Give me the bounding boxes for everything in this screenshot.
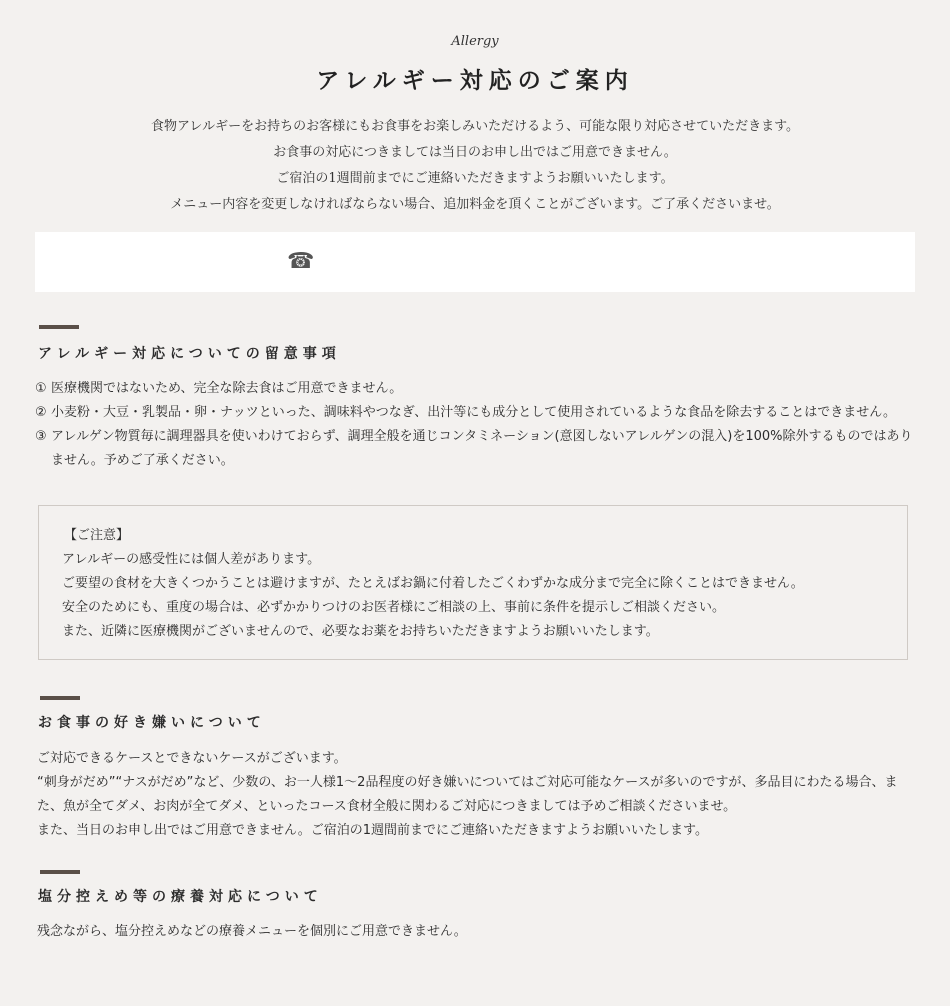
item-text: 小麦粉・大豆・乳製品・卵・ナッツといった、調味料やつなぎ、出汁等にも成分として使用されているような食品を除去することはできません。 xyxy=(51,405,897,420)
caution-box xyxy=(38,505,908,660)
eyebrow-label: Allergy xyxy=(451,34,499,49)
section-divider xyxy=(40,870,80,874)
intro-line: お食事の対応につきましては当日のお申し出ではご用意できません。 xyxy=(273,145,677,160)
caution-line: また、近隣に医療機関がございませんので、必要なお薬をお持ちいただきますようお願いいたします。 xyxy=(62,624,659,639)
item-number: ② xyxy=(35,405,47,420)
body-line: また、当日のお申し出ではご用意できません。ご宿泊の1週間前までにご連絡いただきますようお願いいたします。 xyxy=(37,823,709,838)
allergy-notes-list xyxy=(35,377,915,473)
dietary-therapy-text xyxy=(37,920,917,944)
page-title: アレルギー対応のご案内 xyxy=(316,67,634,94)
caution-heading: 【ご注意】 xyxy=(64,528,130,543)
list-item xyxy=(35,377,915,401)
section-divider xyxy=(39,325,79,329)
section-divider xyxy=(40,696,80,700)
intro-line: メニュー内容を変更しなければならない場合、追加料金を頂くことがございます。ご了承くださいませ。 xyxy=(170,197,780,212)
caution-line: アレルギーの感受性には個人差があります。 xyxy=(62,552,321,567)
intro-line: ご宿泊の1週間前までにご連絡いただきますようお願いいたします。 xyxy=(276,171,674,186)
contact-box xyxy=(35,232,915,292)
intro-line: 食物アレルギーをお持ちのお客様にもお食事をお楽しみいただけるよう、可能な限り対応させていただきます。 xyxy=(150,119,800,134)
section-title-dietary-therapy: 塩分控えめ等の療養対応について xyxy=(38,889,323,905)
list-item xyxy=(35,425,915,473)
item-text: 医療機関ではないため、完全な除去食はご用意できません。 xyxy=(51,381,403,396)
list-item xyxy=(35,401,915,425)
intro-text xyxy=(0,114,950,218)
item-number: ① xyxy=(35,381,47,396)
body-line: 残念ながら、塩分控えめなどの療養メニューを個別にご用意できません。 xyxy=(37,924,467,939)
item-number: ③ xyxy=(35,429,47,444)
section-title-allergy-notes: アレルギー対応についての留意事項 xyxy=(38,346,341,362)
preferences-text xyxy=(37,747,917,843)
body-line: “刺身がだめ”“ナスがだめ”など、少数の、お一人様1～2品程度の好き嫌いについてはご対応可能なケースが多いのですが、多品目にわたる場合、また、魚が全てダメ、お肉が全てダメ、といったコース食材全般に関わるご対応につきましては予めご相談くださいませ。 xyxy=(37,775,898,814)
phone-icon: ☎ xyxy=(287,249,315,274)
caution-line: 安全のためにも、重度の場合は、必ずかかりつけのお医者様にご相談の上、事前に条件を提示しご相談ください。 xyxy=(62,600,726,615)
body-line: ご対応できるケースとできないケースがございます。 xyxy=(37,751,347,766)
caution-line: ご要望の食材を大きくつかうことは避けますが、たとえばお鍋に付着したごくわずかな成分まで完全に除くことはできません。 xyxy=(62,576,804,591)
item-text: アレルゲン物質毎に調理器具を使いわけておらず、調理全般を通じコンタミネーション(意図しないアレルゲンの混入)を100%除外するものではありません。予めご了承ください。 xyxy=(51,429,913,468)
section-title-preferences: お食事の好き嫌いについて xyxy=(38,715,266,731)
